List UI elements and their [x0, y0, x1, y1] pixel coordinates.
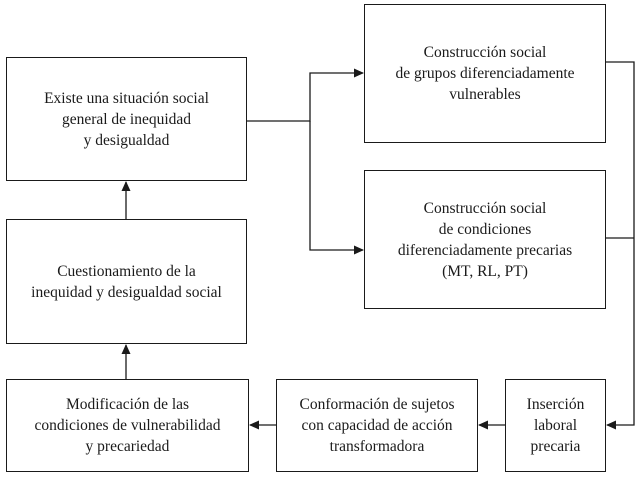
- node-conditions: [364, 170, 606, 309]
- node-groups-label: Construcción social de grupos diferenciadamente vulnerables: [395, 44, 575, 103]
- node-situation-label: Existe una situación social general de inequidad y desigualdad: [44, 89, 209, 149]
- node-questioning: [6, 219, 247, 344]
- node-modification-label: Modificación de las condiciones de vulnerabilidad y precariedad: [34, 396, 221, 455]
- node-conformation: [276, 379, 478, 472]
- node-conformation-label: Conformación de sujetos con capacidad de acción transformadora: [299, 396, 455, 455]
- node-questioning-label: Cuestionamiento de la inequidad y desigualdad social: [31, 262, 222, 301]
- node-situation: [6, 57, 247, 181]
- edge-situation-to-groups: [247, 73, 363, 121]
- node-groups: [364, 4, 606, 143]
- node-modification: [6, 379, 249, 472]
- edge-situation-to-conditions: [310, 121, 363, 250]
- node-conditions-label: Construcción social de condiciones diferenciadamente precarias (MT, RL, PT): [397, 199, 573, 280]
- node-insertion: [505, 379, 606, 472]
- edge-groups-to-insertion: [606, 62, 634, 425]
- node-insertion-label: Inserción laboral precaria: [526, 396, 585, 455]
